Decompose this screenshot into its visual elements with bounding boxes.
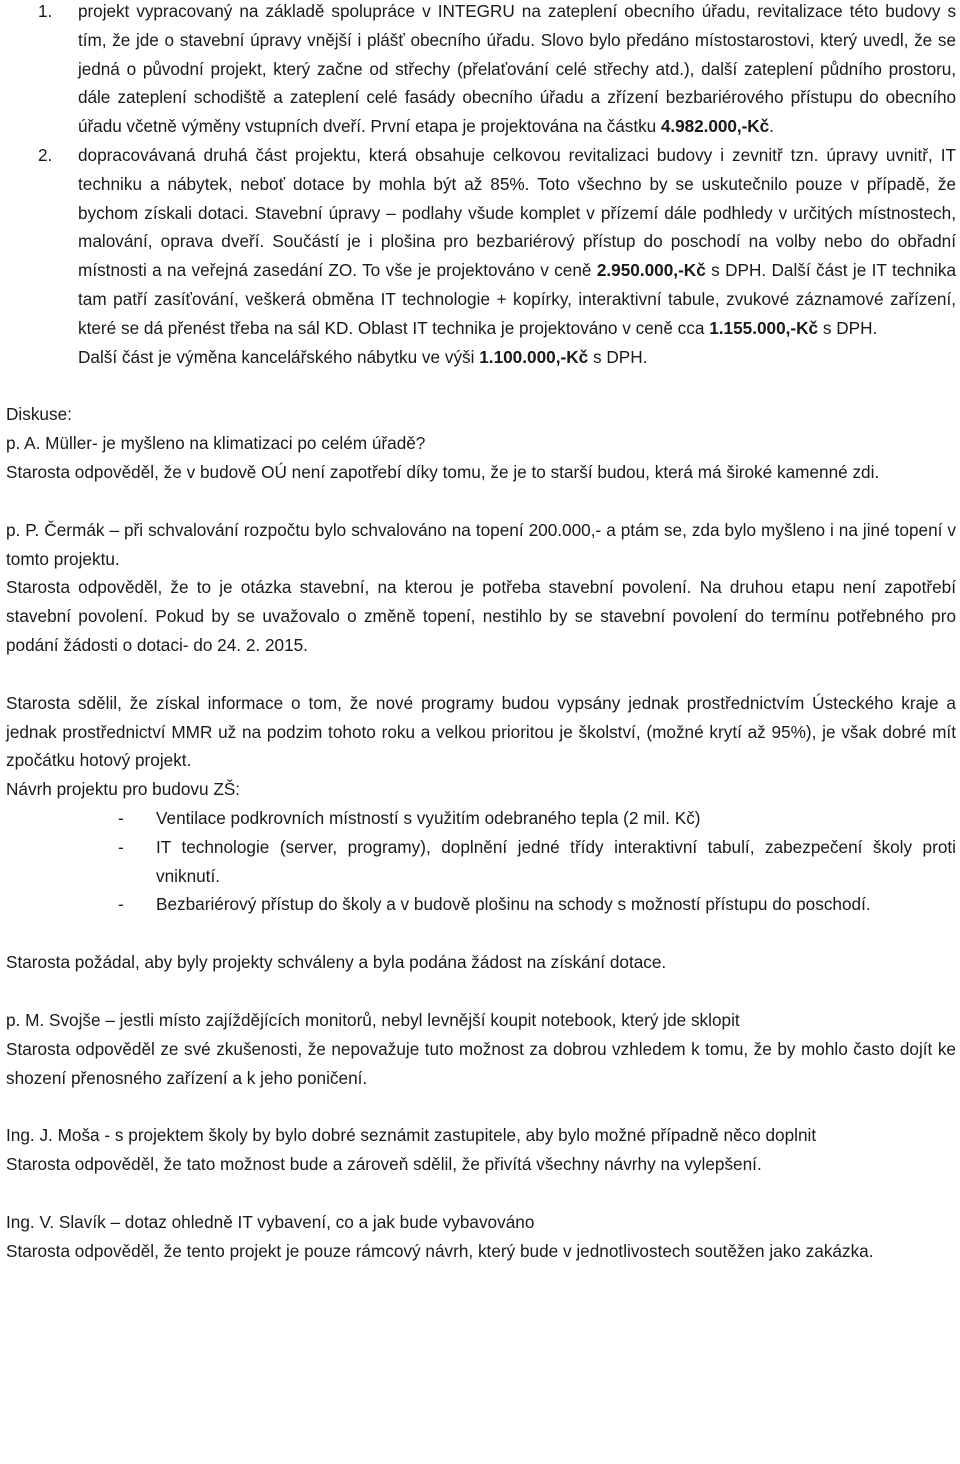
item-2-furniture-text: Další část je výměna kancelářského nábytku ve výši bbox=[78, 346, 480, 367]
proposal-item bbox=[6, 833, 956, 891]
spacer bbox=[6, 660, 956, 689]
item-2-furniture-line bbox=[78, 343, 956, 372]
item-2-furniture-end: s DPH. bbox=[588, 346, 648, 367]
dash-bullet: - bbox=[118, 894, 124, 915]
item-2-amount-3: 1.100.000,-Kč bbox=[479, 346, 589, 367]
question-slavik: Ing. V. Slavík – dotaz ohledně IT vybavení, co a jak bude vybavováno bbox=[6, 1211, 535, 1232]
spacer bbox=[6, 487, 956, 516]
spacer bbox=[6, 1092, 956, 1121]
item-1-text-end: . bbox=[769, 116, 774, 137]
item-2-text-end: s DPH. bbox=[818, 317, 878, 338]
question-mosa: Ing. J. Moša - s projektem školy by bylo dobré seznámit zastupitele, aby bylo možné případně něco doplnit bbox=[6, 1125, 817, 1146]
list-item-2 bbox=[6, 141, 956, 371]
proposal-item bbox=[6, 804, 956, 833]
proposal-heading: Návrh projektu pro budovu ZŠ: bbox=[6, 779, 241, 800]
spacer bbox=[6, 371, 956, 400]
spacer bbox=[6, 919, 956, 948]
item-2-paragraph bbox=[78, 141, 956, 343]
list-number: 2. bbox=[38, 144, 53, 165]
spacer bbox=[6, 1179, 956, 1208]
item-2-amount-2: 1.155.000,-Kč bbox=[709, 317, 819, 338]
list-number: 1. bbox=[38, 1, 53, 21]
proposal-item-text: Ventilace podkrovních místností s využitím odebraného tepla (2 mil. Kč) bbox=[156, 807, 701, 828]
list-item-1 bbox=[6, 0, 956, 141]
answer-mosa: Starosta odpověděl, že tato možnost bude a zároveň sdělil, že přivítá všechny návrhy na vylepšení. bbox=[6, 1154, 762, 1175]
proposal-item-text: IT technologie (server, programy), doplnění jedné třídy interaktivní tabulí, zabezpečení školy proti vniknutí. bbox=[156, 836, 956, 886]
discussion-heading: Diskuse: bbox=[6, 404, 72, 425]
item-2-text: dopracovávaná druhá část projektu, která obsahuje celkovou revitalizaci budovy i zevnitř tzn. úpravy uvnitř, IT techniku a nábytek, neboť dotace by mohla být až 85%. Toto všechno by se uskutečnilo pouze v případě, že bychom získali dotaci. Stavební úpravy – podlahy všude komplet v přízemí dále podhledy v určitých místnostech, malování, oprava dveří. Součástí je i plošina pro bezbariérový přístup do poschodí na volby nebo do obřadní místnosti a na veřejná zasedání ZO. To vše je projektováno v ceně bbox=[78, 144, 956, 281]
answer-slavik: Starosta odpověděl, že tento projekt je pouze rámcový návrh, který bude v jednotlivostech soutěžen jako zakázka. bbox=[6, 1240, 874, 1261]
question-muller: p. A. Müller- je myšleno na klimatizaci po celém úřadě? bbox=[6, 433, 426, 454]
spacer bbox=[6, 977, 956, 1006]
item-1-text: projekt vypracovaný na základě spolupráce v INTEGRU na zateplení obecního úřadu, revitalizace této budovy s tím, že jde o stavební úpravy vnější i plášť obecního úřadu. Slovo bylo předáno místostarostovi, který uvedl, že se jedná o původní projekt, který začne od střechy (přelaťování celé střechy atd.), další zateplení půdního prostoru, dále zateplení schodiště a zateplení celé fasády obecního úřadu a zřízení bezbariérového přístupu do obecního úřadu včetně výměny vstupních dveří. První etapa je projektována na částku bbox=[78, 1, 956, 137]
answer-cermak: Starosta odpověděl, že to je otázka stavební, na kterou je potřeba stavební povolení. Na druhou etapu není zapotřebí stavební povolení. Pokud by se uvažovalo o změně topení, nestihlo by se stavební povolení do termínu potřebného pro podání žádosti o dotaci- do 24. 2. 2015. bbox=[6, 577, 956, 655]
list-item-text bbox=[78, 141, 956, 371]
question-svojse: p. M. Svojše – jestli místo zajíždějících monitorů, nebyl levnější koupit notebook, který jde sklopit bbox=[6, 1009, 740, 1030]
question-cermak: p. P. Čermák – při schvalování rozpočtu bylo schvalováno na topení 200.000,- a ptám se, zda bylo myšleno i na jiné topení v tomto projektu. bbox=[6, 519, 956, 569]
request-approval: Starosta požádal, aby byly projekty schváleny a byla podána žádost na získání dotace. bbox=[6, 952, 667, 973]
dash-bullet: - bbox=[118, 807, 124, 828]
item-2-text-mid: s DPH. Další část je IT technika tam patří zasíťování, veškerá obměna IT technologie + kopírky, interaktivní tabule, zvukové záznamové zařízení, které se dá přenést třeba na sál KD. Oblast IT technika je projektováno v ceně cca bbox=[78, 260, 957, 338]
list-item-text bbox=[78, 0, 956, 141]
proposal-item bbox=[6, 890, 956, 919]
item-2-amount-1: 2.950.000,-Kč bbox=[596, 260, 706, 281]
dash-bullet: - bbox=[118, 836, 124, 857]
document-page bbox=[6, 0, 956, 1265]
answer-muller: Starosta odpověděl, že v budově OÚ není zapotřebí díky tomu, že je to starší budou, která má široké kamenné zdi. bbox=[6, 461, 880, 482]
statement-programs: Starosta sdělil, že získal informace o tom, že nové programy budou vypsány jednak prostřednictvím Ústeckého kraje a jednak prostřednictví MMR už na podzim tohoto roku a velkou prioritou je školství, (možné krytí až 95%), je však dobré mít zpočátku hotový projekt. bbox=[6, 692, 956, 771]
answer-svojse: Starosta odpověděl ze své zkušenosti, že nepovažuje tuto možnost za dobrou vzhledem k tomu, že by mohlo často dojít ke shození přenosného zařízení a k jeho poničení. bbox=[6, 1038, 956, 1088]
item-1-amount: 4.982.000,-Kč bbox=[660, 116, 770, 137]
proposal-item-text: Bezbariérový přístup do školy a v budově plošinu na schody s možností přístupu do poschodí. bbox=[156, 894, 871, 915]
